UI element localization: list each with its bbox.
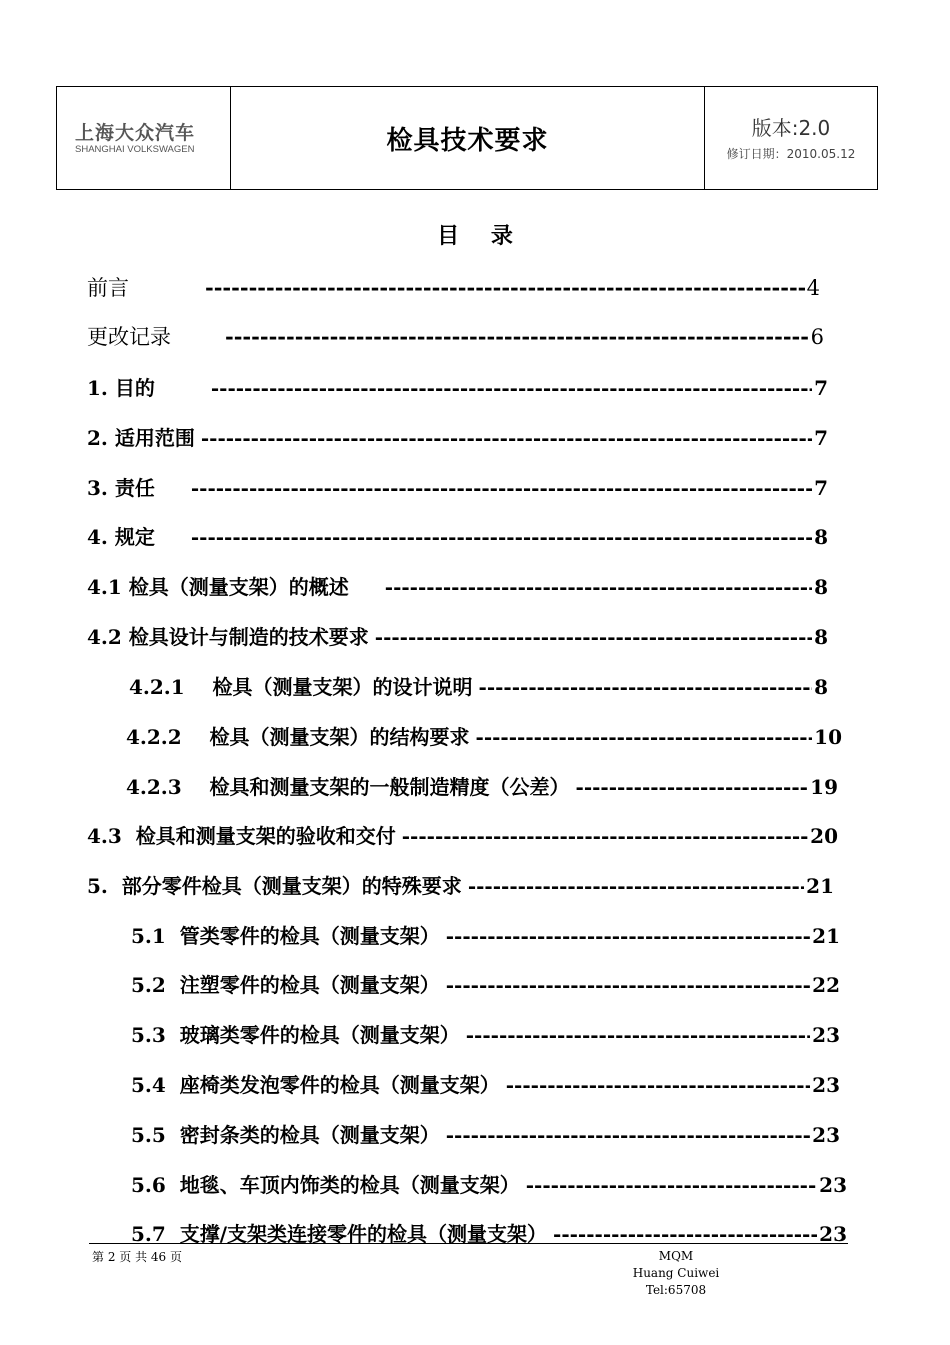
- toc-leader: [191, 525, 812, 549]
- toc-entry[interactable]: [129, 671, 828, 700]
- toc-entry[interactable]: [87, 472, 828, 501]
- toc-entry-page: 21: [806, 874, 834, 898]
- toc-entry-label: 5. 部分零件检具（测量支架）的特殊要求: [87, 874, 462, 898]
- toc-entry[interactable]: [131, 1119, 840, 1148]
- toc-leader: [446, 924, 810, 948]
- toc-leader: [402, 824, 808, 848]
- toc-leader: [201, 426, 812, 450]
- toc-entry-label: 4.3 检具和测量支架的验收和交付: [87, 824, 396, 848]
- revision-date: 修订日期：2010.05.12: [726, 146, 856, 161]
- toc-entry-page: 23: [812, 1123, 840, 1147]
- toc-entry-page: 19: [810, 775, 838, 799]
- version-label: 版本:2.0: [751, 115, 831, 140]
- toc-entry[interactable]: [87, 321, 824, 351]
- toc-heading: 目 录: [437, 223, 525, 249]
- toc-leader: [479, 675, 813, 699]
- footer-contact: Huang Cuiwei Tel:65708: [632, 1266, 720, 1297]
- footer-divider: [89, 1243, 848, 1244]
- toc-entry[interactable]: [87, 820, 838, 849]
- toc-entry-label: 前言: [87, 276, 129, 300]
- document-title: 检具技术要求: [386, 125, 549, 156]
- toc-entry[interactable]: [87, 870, 834, 899]
- toc-entry-label: 5.3 玻璃类零件的检具（测量支架）: [131, 1023, 460, 1047]
- toc-entry-label: 5.5 密封条类的检具（测量支架）: [131, 1123, 440, 1147]
- toc-entry-label: 4.2 检具设计与制造的技术要求: [87, 625, 369, 649]
- toc-entry-page: 23: [819, 1222, 847, 1246]
- toc-entry[interactable]: [131, 1169, 847, 1198]
- toc-leader: [468, 874, 804, 898]
- toc-entry-label: 更改记录: [87, 325, 171, 349]
- toc-entry[interactable]: [131, 920, 840, 949]
- toc-entry-label: 4. 规定: [87, 525, 155, 549]
- toc-entry-label: 5.4 座椅类发泡零件的检具（测量支架）: [131, 1073, 500, 1097]
- toc-entry-label: 1. 目的: [87, 376, 155, 400]
- toc-entry[interactable]: [87, 521, 828, 550]
- toc-entry-page: 23: [819, 1173, 847, 1197]
- toc-entry-label: 3. 责任: [87, 476, 155, 500]
- toc-entry-page: 20: [810, 824, 838, 848]
- toc-entry[interactable]: [87, 621, 828, 650]
- toc-leader: [466, 1023, 810, 1047]
- toc-leader: [205, 275, 805, 300]
- toc-entry[interactable]: [131, 1069, 840, 1098]
- footer-department: MQM: [658, 1249, 694, 1263]
- toc-leader: [446, 1123, 810, 1147]
- toc-entry-page: 8: [814, 625, 828, 649]
- toc-entry-label: 5.1 管类零件的检具（测量支架）: [131, 924, 440, 948]
- toc-entry[interactable]: [131, 969, 840, 998]
- toc-entry-page: 21: [812, 924, 840, 948]
- footer-contact-block: [602, 1248, 750, 1299]
- toc-entry[interactable]: [126, 771, 838, 800]
- toc-entry[interactable]: [87, 372, 828, 401]
- toc-entry-page: 10: [814, 725, 842, 749]
- toc-entry-page: 7: [814, 476, 828, 500]
- toc-leader: [476, 725, 813, 749]
- toc-entry-label: 5.7 支撑/支架类连接零件的检具（测量支架）: [131, 1222, 548, 1246]
- toc-leader: [191, 476, 812, 500]
- toc-entry-label: 4.1 检具（测量支架）的概述: [87, 575, 349, 599]
- toc-entry[interactable]: [131, 1019, 840, 1048]
- toc-entry[interactable]: [87, 571, 828, 600]
- toc-entry-page: 23: [812, 1023, 840, 1047]
- toc-leader: [211, 376, 812, 400]
- logo-english-name: SHANGHAI VOLKSWAGEN: [75, 143, 195, 155]
- toc-leader: [375, 625, 812, 649]
- toc-entry[interactable]: [87, 422, 828, 451]
- toc-entry-page: 8: [814, 525, 828, 549]
- toc-leader: [526, 1173, 817, 1197]
- toc-entry-page: 6: [810, 325, 824, 349]
- toc-leader: [576, 775, 809, 799]
- toc-entry-label: 4.2.2 检具（测量支架）的结构要求: [126, 725, 470, 749]
- toc-entry-page: 23: [812, 1073, 840, 1097]
- toc-entry-label: 5.2 注塑零件的检具（测量支架）: [131, 973, 440, 997]
- toc-entry-page: 4: [806, 276, 820, 300]
- toc-entry-page: 22: [812, 973, 840, 997]
- toc-entry-page: 8: [814, 575, 828, 599]
- toc-leader: [506, 1073, 810, 1097]
- toc-entry-label: 5.6 地毯、车顶内饰类的检具（测量支架）: [131, 1173, 520, 1197]
- toc-leader: [446, 973, 810, 997]
- toc-entry[interactable]: [126, 721, 842, 750]
- toc-entry-page: 8: [814, 675, 828, 699]
- toc-entry-label: 2. 适用范围: [87, 426, 195, 450]
- toc-entry-page: 7: [814, 426, 828, 450]
- logo-chinese-name: 上海大众汽车: [75, 121, 196, 144]
- toc-leader: [385, 575, 812, 599]
- toc-entry-label: 4.2.1 检具（测量支架）的设计说明: [129, 675, 473, 699]
- toc-entry[interactable]: [87, 272, 820, 302]
- toc-entry-page: 7: [814, 376, 828, 400]
- toc-leader: [225, 324, 809, 349]
- toc-entry-label: 4.2.3 检具和测量支架的一般制造精度（公差）: [126, 775, 570, 799]
- page-number: 第 2 页 共 46 页: [92, 1250, 182, 1264]
